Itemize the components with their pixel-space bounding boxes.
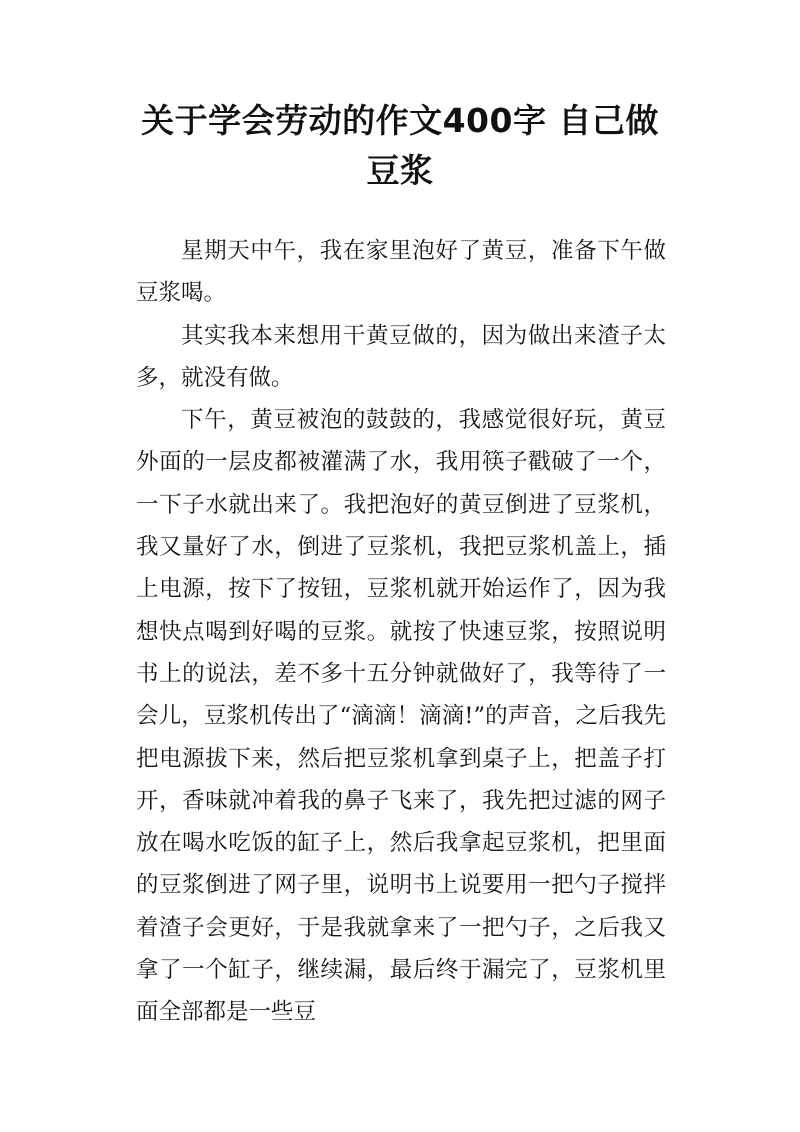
paragraph-2: 其实我本来想用干黄豆做的，因为做出来渣子太多，就没有做。 [136,322,666,391]
paragraph-1: 星期天中午，我在家里泡好了黄豆，准备下午做豆浆喝。 [136,238,666,307]
document-title: 关于学会劳动的作文400字 自己做豆浆 [141,101,659,190]
paragraph-3: 下午，黄豆被泡的鼓鼓的，我感觉很好玩，黄豆外面的一层皮都被灌满了水，我用筷子戳破了一个，一下子水就出来了。我把泡好的黄豆倒进了豆浆机，我又量好了水，倒进了豆浆机，我把豆浆机盖上，插上电源，按下了按钮，豆浆机就开始运作了，因为我想快点喝到好喝的豆浆。就按了快速豆浆，按照说明书上的说法，差不多十五分钟就做好了，我等待了一会儿，豆浆机传出了“滴滴！滴滴!”的声音，之后我先把电源拔下来，然后把豆浆机拿到桌子上，把盖子打开，香味就冲着我的鼻子飞来了，我先把过滤的网子放在喝水吃饭的缸子上，然后我拿起豆浆机，把里面的豆浆倒进了网子里，说明书上说要用一把勺子搅拌着渣子会更好，于是我就拿来了一把勺子，之后我又拿了一个缸子，继续漏，最后终于漏完了，豆浆机里面全部都是一些豆 [136,407,666,1026]
document-body [136,230,666,1034]
